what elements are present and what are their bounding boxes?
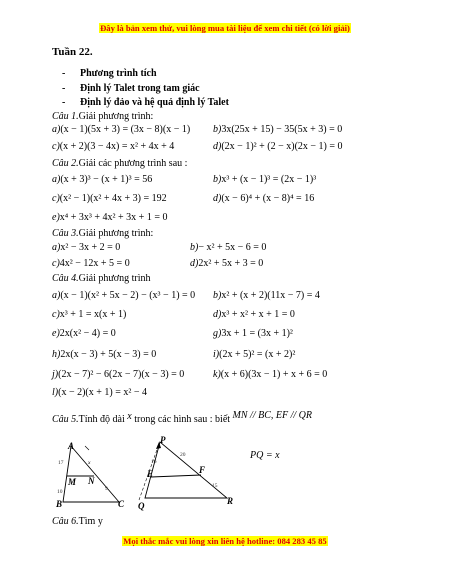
preview-banner: [0, 23, 450, 33]
bullet-dash: -: [62, 97, 66, 108]
vertex-label-q: Q: [138, 501, 145, 511]
question-label: Câu 5.: [52, 414, 79, 425]
triangle-abc: [63, 446, 119, 502]
point-label-m: M: [68, 477, 77, 487]
topic-item: Định lý Talet trong tam giác: [80, 83, 200, 94]
equation: b)x³ + (x − 1)³ = (2x − 1)³: [213, 174, 317, 185]
question-text: Giải phương trình:: [78, 111, 154, 122]
equation: j)(2x − 7)² − 6(2x − 7)(x − 3) = 0: [52, 369, 185, 380]
question-label: Câu 4.: [52, 273, 79, 284]
equation: k)(x + 6)(3x − 1) + x + 6 = 0: [213, 369, 328, 380]
question-2-heading: [52, 158, 187, 170]
topic-item: Định lý đảo và hệ quả định lý Talet: [80, 97, 229, 108]
equation: d)(2x − 1)² + (2 − x)(2x − 1) = 0: [213, 141, 343, 152]
equation: l)(x − 2)(x + 1) = x² − 4: [52, 387, 147, 398]
length-nc: 9: [105, 486, 108, 492]
question-text: Giải phương trình:: [78, 228, 154, 239]
vertex-label-r: R: [227, 496, 234, 506]
question-text: Giải phương trình: [78, 273, 151, 284]
bullet-dash: -: [62, 68, 66, 79]
equation: b)− x² + 5x − 6 = 0: [190, 242, 267, 253]
tick-mark: [85, 446, 89, 450]
equation: c)(x² − 1)(x² + 4x + 3) = 192: [52, 193, 167, 204]
equation: d)x³ + x² + x + 1 = 0: [213, 309, 295, 320]
bullet-dash: -: [62, 83, 66, 94]
equation: a)x² − 3x + 2 = 0: [52, 242, 121, 253]
equation: a)(x − 1)(5x + 3) = (3x − 8)(x − 1): [52, 124, 191, 135]
question-6-heading: [52, 516, 103, 528]
hotline-banner: [0, 536, 450, 546]
triangle-figure-abc: [55, 440, 130, 510]
length-fr: 15: [212, 483, 218, 489]
segment-ef: [151, 475, 201, 477]
triangle-figure-pqr: [135, 432, 235, 512]
equation: i)(2x + 5)² = (x + 2)²: [213, 349, 296, 360]
question-label: Câu 3.: [52, 228, 79, 239]
length-pe: 16: [151, 459, 157, 465]
vertex-label-b: B: [56, 499, 63, 509]
equation: g)3x + 1 = (3x + 1)²: [213, 328, 293, 339]
question-label: Câu 2.: [52, 158, 79, 169]
question-text: Giải các phương trình sau :: [78, 158, 188, 169]
equation: e)2x(x² − 4) = 0: [52, 328, 116, 339]
week-heading: Tuần 22.: [52, 46, 93, 58]
equation: d)(x − 6)⁴ + (x − 8)⁴ = 16: [213, 193, 315, 204]
equation: a)(x + 3)³ − (x + 1)³ = 56: [52, 174, 153, 185]
point-label-n: N: [88, 476, 95, 486]
question-label: Câu 1.: [52, 111, 79, 122]
length-mb: 10: [57, 489, 63, 495]
parallel-condition: MN // BC, EF // QR: [232, 410, 312, 421]
question-label: Câu 6.: [52, 516, 79, 527]
vertex-label-c: C: [118, 499, 125, 509]
point-label-f: F: [199, 465, 206, 475]
length-pf: 20: [180, 452, 186, 458]
length-an: x: [88, 460, 91, 466]
equation: d)2x² + 5x + 3 = 0: [190, 258, 264, 269]
question-1-heading: [52, 111, 153, 123]
triangle-pqr: [145, 442, 227, 498]
vertex-label-a: A: [68, 441, 75, 451]
equation: c)x³ + 1 = x(x + 1): [52, 309, 127, 320]
equation: b)x² + (x + 2)(11x − 7) = 4: [213, 290, 320, 301]
equation: b)3x(25x + 15) − 35(5x + 3) = 0: [213, 124, 343, 135]
preview-banner-text: Đây là bản xem thử, vui lòng mua tài liệu để xem chi tiết (có lời giải): [100, 23, 350, 33]
point-label-e: E: [147, 469, 154, 479]
question-4-heading: [52, 273, 150, 285]
equation: c)4x² − 12x + 5 = 0: [52, 258, 130, 269]
question-3-heading: [52, 228, 153, 240]
equation: a)(x − 1)(x² + 5x − 2) − (x³ − 1) = 0: [52, 290, 196, 301]
length-am: 17: [58, 460, 64, 466]
topic-item: Phương trình tích: [80, 68, 157, 79]
equation: c)(x + 2)(3 − 4x) = x² + 4x + 4: [52, 141, 175, 152]
vertex-label-p: P: [160, 435, 166, 445]
question-text: Tìm y: [78, 516, 103, 527]
equation: e)x⁴ + 3x³ + 4x² + 3x + 1 = 0: [52, 212, 168, 223]
question-5-heading: Câu 5.Tính độ dài x trong các hình sau : biết MN // BC, EF // QR: [52, 410, 312, 425]
equation: h)2x(x − 3) + 5(x − 3) = 0: [52, 349, 157, 360]
hotline-banner-text: Mọi thắc mắc vui lòng xin liên hệ hotline: 084 283 45 85: [123, 536, 327, 546]
pq-note: PQ = x: [250, 450, 280, 461]
